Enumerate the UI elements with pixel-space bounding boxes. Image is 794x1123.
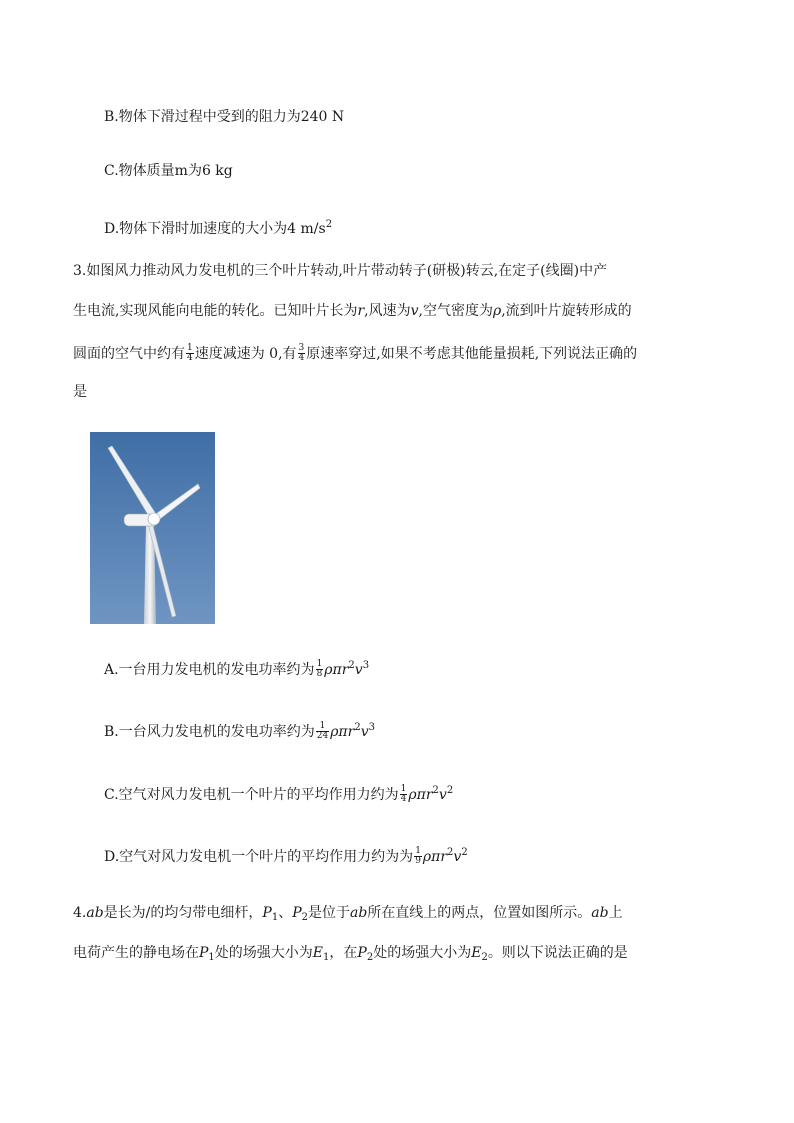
q3-option-d-text: D.空气对风力发电机一个叶片的平均作用力约为为 bbox=[104, 849, 414, 865]
q3-stem-line1: 3.如图风力推动风力发电机的三个叶片转动,叶片带动转子(研极)转云,在定子(线圈)中产 bbox=[73, 263, 608, 279]
q2-option-c-text: C.物体质量 bbox=[104, 163, 175, 179]
q3-text: ,流到叶片旋转形成的 bbox=[501, 303, 632, 319]
frac-num: 1 bbox=[415, 845, 421, 856]
q2-option-d-sup: 2 bbox=[325, 219, 333, 230]
q2-option-d-text: D.物体下滑时加速度的大小为4 m/s bbox=[104, 221, 326, 237]
q4-text: 电荷产生的静电场在 bbox=[73, 945, 199, 961]
q3-option-a-var-v: v bbox=[354, 662, 363, 678]
q2-option-b: B.物体下滑过程中受到的阻力为240 N bbox=[104, 109, 345, 125]
q4-sub: 1 bbox=[323, 952, 330, 963]
q4-text: 所在直线上的两点，位置如图所示。 bbox=[367, 905, 592, 921]
q3-option-b-exp: 3 bbox=[368, 722, 375, 733]
frac-num: 3 bbox=[298, 342, 305, 353]
q3-option-c-exp: 2 bbox=[432, 785, 439, 796]
q3-option-b-exp: 2 bbox=[354, 722, 361, 733]
wind-turbine-illustration bbox=[90, 432, 215, 624]
frac-den: 4 bbox=[298, 352, 305, 363]
q3-option-b-expr: ρπr bbox=[330, 724, 355, 740]
q3-option-a-text: A.一台用力发电机的发电功率约为 bbox=[104, 662, 315, 678]
q4-var-p1: P bbox=[199, 945, 209, 961]
q4-text: 。则以下说法正确的是 bbox=[487, 945, 628, 961]
q3-text: ,空气密度为 bbox=[418, 303, 493, 319]
q3-fraction-quarter bbox=[186, 344, 194, 363]
q3-option-c-fraction bbox=[400, 785, 408, 804]
wind-turbine-photo bbox=[90, 432, 215, 624]
q4-text: 、 bbox=[278, 905, 293, 921]
q4-sub: 2 bbox=[481, 952, 488, 963]
q4-text: ，在 bbox=[329, 945, 358, 961]
q3-fraction-three-quarters bbox=[298, 344, 306, 363]
q3-stem-line3 bbox=[73, 344, 637, 364]
q3-option-b-text: B.一台风力发电机的发电功率约为 bbox=[104, 724, 315, 740]
q4-text: 处的场强大小为 bbox=[373, 945, 472, 961]
q4-var-p1: P bbox=[262, 905, 272, 921]
q4-sub: 1 bbox=[208, 952, 215, 963]
q3-text: 速度减速为 0,有 bbox=[194, 346, 297, 362]
q3-option-d bbox=[104, 843, 468, 867]
q4-text: 4. bbox=[73, 905, 87, 921]
frac-den: 8 bbox=[316, 668, 323, 679]
q3-var-rho: ρ bbox=[492, 303, 502, 319]
q4-sub: 2 bbox=[301, 912, 308, 923]
q3-option-a-fraction bbox=[316, 660, 324, 679]
turbine-hub bbox=[148, 513, 160, 525]
q3-option-c-expr: ρπr bbox=[408, 787, 433, 803]
frac-den: 24 bbox=[316, 730, 329, 741]
q4-text: 上 bbox=[608, 905, 623, 921]
q2-option-d bbox=[104, 215, 332, 239]
q4-var-p2: P bbox=[292, 905, 302, 921]
q3-option-d-exp: 2 bbox=[447, 847, 454, 858]
q2-option-c bbox=[104, 161, 233, 181]
q3-text: 生电流,实现风能向电能的转化。已知叶片长为 bbox=[73, 303, 358, 319]
q3-option-b-var-v: v bbox=[360, 724, 369, 740]
q3-option-b-fraction bbox=[316, 722, 329, 741]
q4-sub: 2 bbox=[366, 952, 374, 963]
frac-den: 4 bbox=[187, 352, 193, 363]
q3-text: 圆面的空气中约有 bbox=[73, 346, 185, 362]
q2-option-c-var: m bbox=[174, 163, 188, 179]
frac-den: 9 bbox=[415, 855, 421, 866]
q4-text: 处的场强大小为 bbox=[214, 945, 313, 961]
q4-var-ab: ab bbox=[86, 905, 104, 921]
q3-option-b bbox=[104, 718, 375, 742]
q3-option-c-exp: 2 bbox=[446, 785, 454, 796]
frac-num: 1 bbox=[187, 342, 193, 353]
q3-var-v: v bbox=[410, 303, 419, 319]
q4-stem-line2 bbox=[73, 943, 628, 968]
q4-stem-line1 bbox=[73, 903, 623, 928]
frac-num: 1 bbox=[316, 658, 323, 669]
frac-num: 1 bbox=[316, 722, 329, 732]
q3-option-a-expr: ρπr bbox=[324, 662, 349, 678]
frac-den: 4 bbox=[400, 793, 407, 804]
q3-option-c-var-v: v bbox=[438, 787, 447, 803]
q3-text: ,风速为 bbox=[364, 303, 411, 319]
q4-var-p2: P bbox=[357, 945, 367, 961]
q4-var-e2: E bbox=[471, 945, 482, 961]
q3-option-c bbox=[104, 781, 453, 805]
q3-option-a-exp: 2 bbox=[348, 660, 355, 671]
q3-stem-line4: 是 bbox=[73, 384, 87, 400]
q3-stem-line2 bbox=[73, 301, 632, 321]
q3-option-d-exp: 2 bbox=[461, 847, 468, 858]
q4-text: 是长为/的均匀带电细杆， bbox=[103, 905, 263, 921]
q2-option-c-text2: 为6 kg bbox=[187, 163, 233, 179]
q4-sub: 1 bbox=[271, 912, 279, 923]
frac-num: 1 bbox=[400, 783, 407, 794]
q4-var-ab: ab bbox=[349, 905, 368, 921]
q3-option-d-var-v: v bbox=[453, 849, 462, 865]
q3-text: 原速率穿过,如果不考虑其他能量损耗,下列说法正确的 bbox=[306, 346, 638, 362]
q4-text: 是位于 bbox=[307, 905, 350, 921]
q3-option-c-text: C.空气对风力发电机一个叶片的平均作用力约为 bbox=[104, 787, 399, 803]
q3-option-d-fraction bbox=[414, 847, 422, 866]
q3-option-a bbox=[104, 656, 369, 680]
q4-var-e1: E bbox=[312, 945, 324, 961]
q3-var-r: r bbox=[357, 303, 365, 319]
q3-option-a-exp: 3 bbox=[362, 660, 370, 671]
q4-var-ab: ab bbox=[591, 905, 609, 921]
q3-option-d-expr: ρπr bbox=[422, 849, 448, 865]
